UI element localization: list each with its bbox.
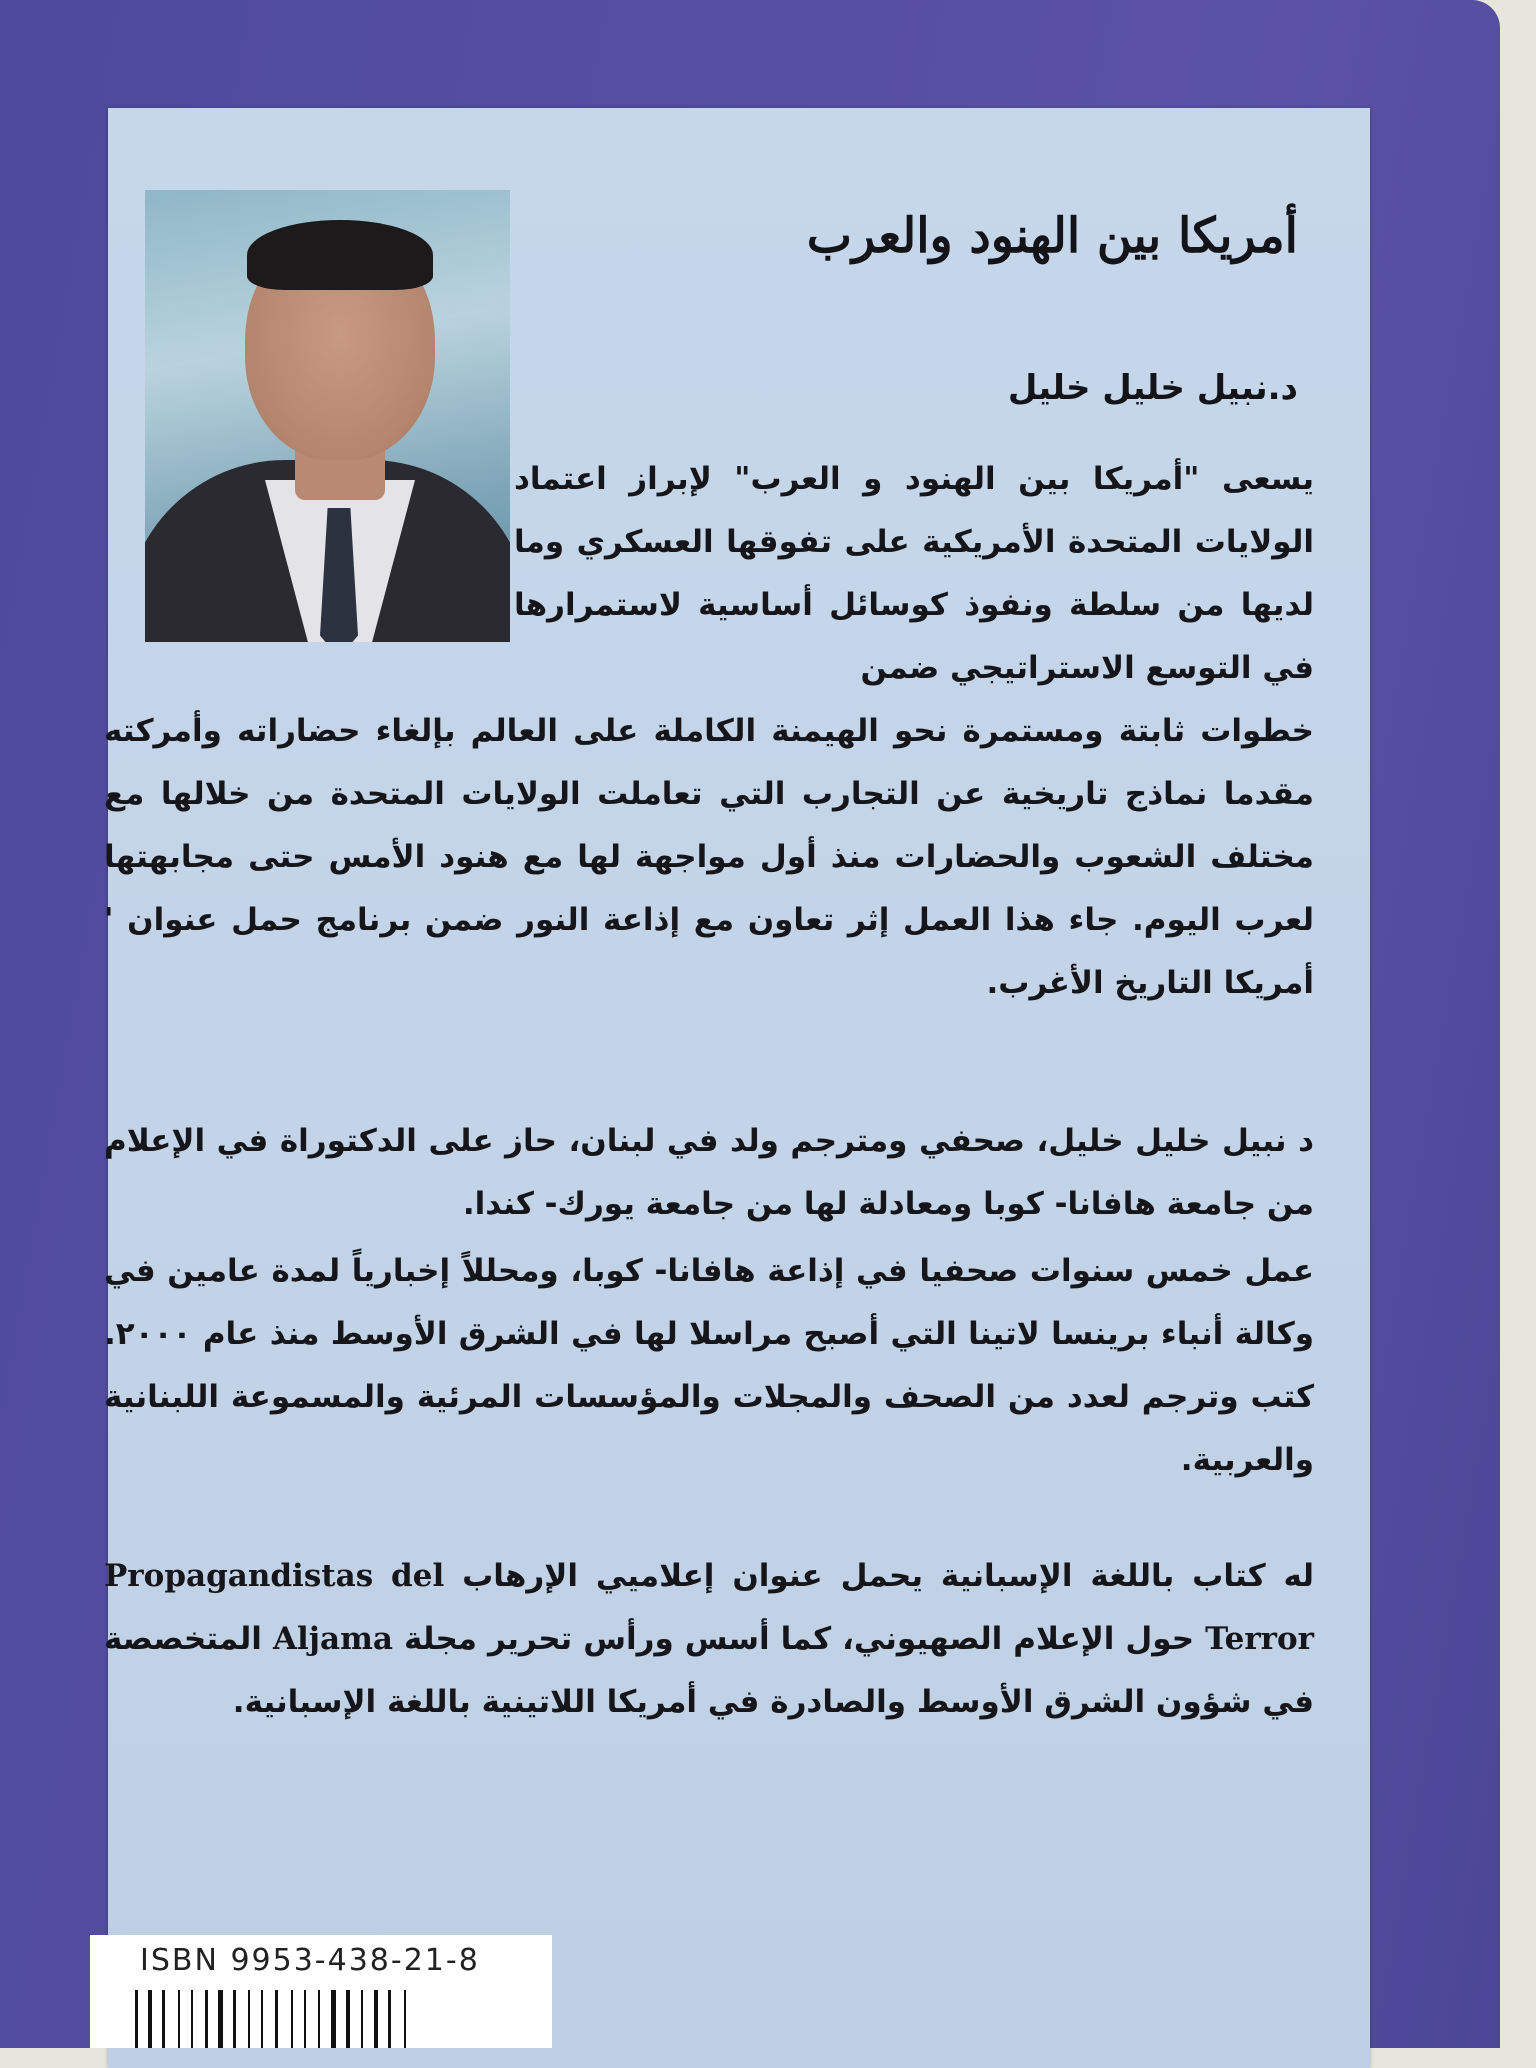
barcode-bar [404,1990,406,2048]
barcode [135,1990,535,2048]
bio-paragraph-2: عمل خمس سنوات صحفيا في إذاعة هافانا- كوبا، ومحللاً إخبارياً لمدة عامين في وكالة أنباء برينسا لاتينا التي أصبح مراسلا لها في الشرق الأوسط منذ عام ٢٠٠٠. كتب وترجم لعدد من الصحف والمجلات والمؤسسات المرئية والمسموعة اللبنانية والعربية. [104,1253,1314,1478]
books-line-2a: حول الإعلام الصهيوني، كما أسس ورأس تحرير مجلة [404,1621,1195,1657]
barcode-bar [218,1990,223,2048]
book-title: أمريكا بين الهنود والعرب [806,208,1298,264]
barcode-bar [346,1990,350,2048]
hair-shape [247,220,433,290]
spanish-book-title: Propagandistas del Terror [104,1558,1315,1657]
description-part-1: يسعى "أمريكا بين الهنود و العرب" لإبراز اعتماد الولايات المتحدة الأمريكية على تفوقها العسكري وما لديها من سلطة ونفوذ كوسائل أساسية لاستمرارها في التوسع الاستراتيجي ضمن [514,461,1314,686]
barcode-bar [178,1990,180,2048]
barcode-bar [374,1990,378,2048]
barcode-bar [135,1990,138,2048]
books-line-2b: المتخصصة في شؤون الشرق الأوسط والصادرة في أمريكا اللاتينية باللغة الإسبانية. [104,1621,1314,1720]
barcode-bar [162,1990,165,2048]
barcode-bar [304,1990,306,2048]
barcode-bar [191,1990,193,2048]
isbn-barcode-label [90,1935,552,2048]
barcode-bar [233,1990,236,2048]
barcode-bar [361,1990,363,2048]
barcode-bar [331,1990,336,2048]
barcode-bar [261,1990,263,2048]
isbn-number: ISBN 9953-438-21-8 [140,1943,480,1978]
author-bio [104,1110,1314,1496]
magazine-name: Aljama [272,1621,393,1657]
bio-paragraph-1: د نبيل خليل خليل، صحفي ومترجم ولد في لبنان، حاز على الدكتوراة في الإعلام من جامعة هافانا- كوبا ومعادلة لها من جامعة يورك- كندا. [104,1123,1314,1222]
author-name: د.نبيل خليل خليل [1007,368,1298,408]
barcode-bar [205,1990,208,2048]
books-paragraph [104,1545,1314,1734]
barcode-bar [148,1990,152,2048]
description-part-2: خطوات ثابتة ومستمرة نحو الهيمنة الكاملة على العالم بإلغاء حضاراته وأمركته مقدما نماذج تاريخية عن التجارب التي تعاملت الولايات المتحدة من خلالها مع مختلف الشعوب والحضارات منذ أول مواجهة لها مع هنود الأمس حتى مجابهتها لعرب اليوم. جاء هذا العمل إثر تعاون مع إذاعة النور ضمن برنامج حمل عنوان ' أمريكا التاريخ الأغرب. [104,713,1314,1001]
author-photo [145,190,510,642]
barcode-bar [275,1990,278,2048]
barcode-bar [318,1990,320,2048]
barcode-bar [291,1990,293,2048]
barcode-bar [388,1990,391,2048]
barcode-bar [248,1990,250,2048]
books-line-1: له كتاب باللغة الإسبانية يحمل عنوان إعلاميي الإرهاب [462,1558,1314,1594]
